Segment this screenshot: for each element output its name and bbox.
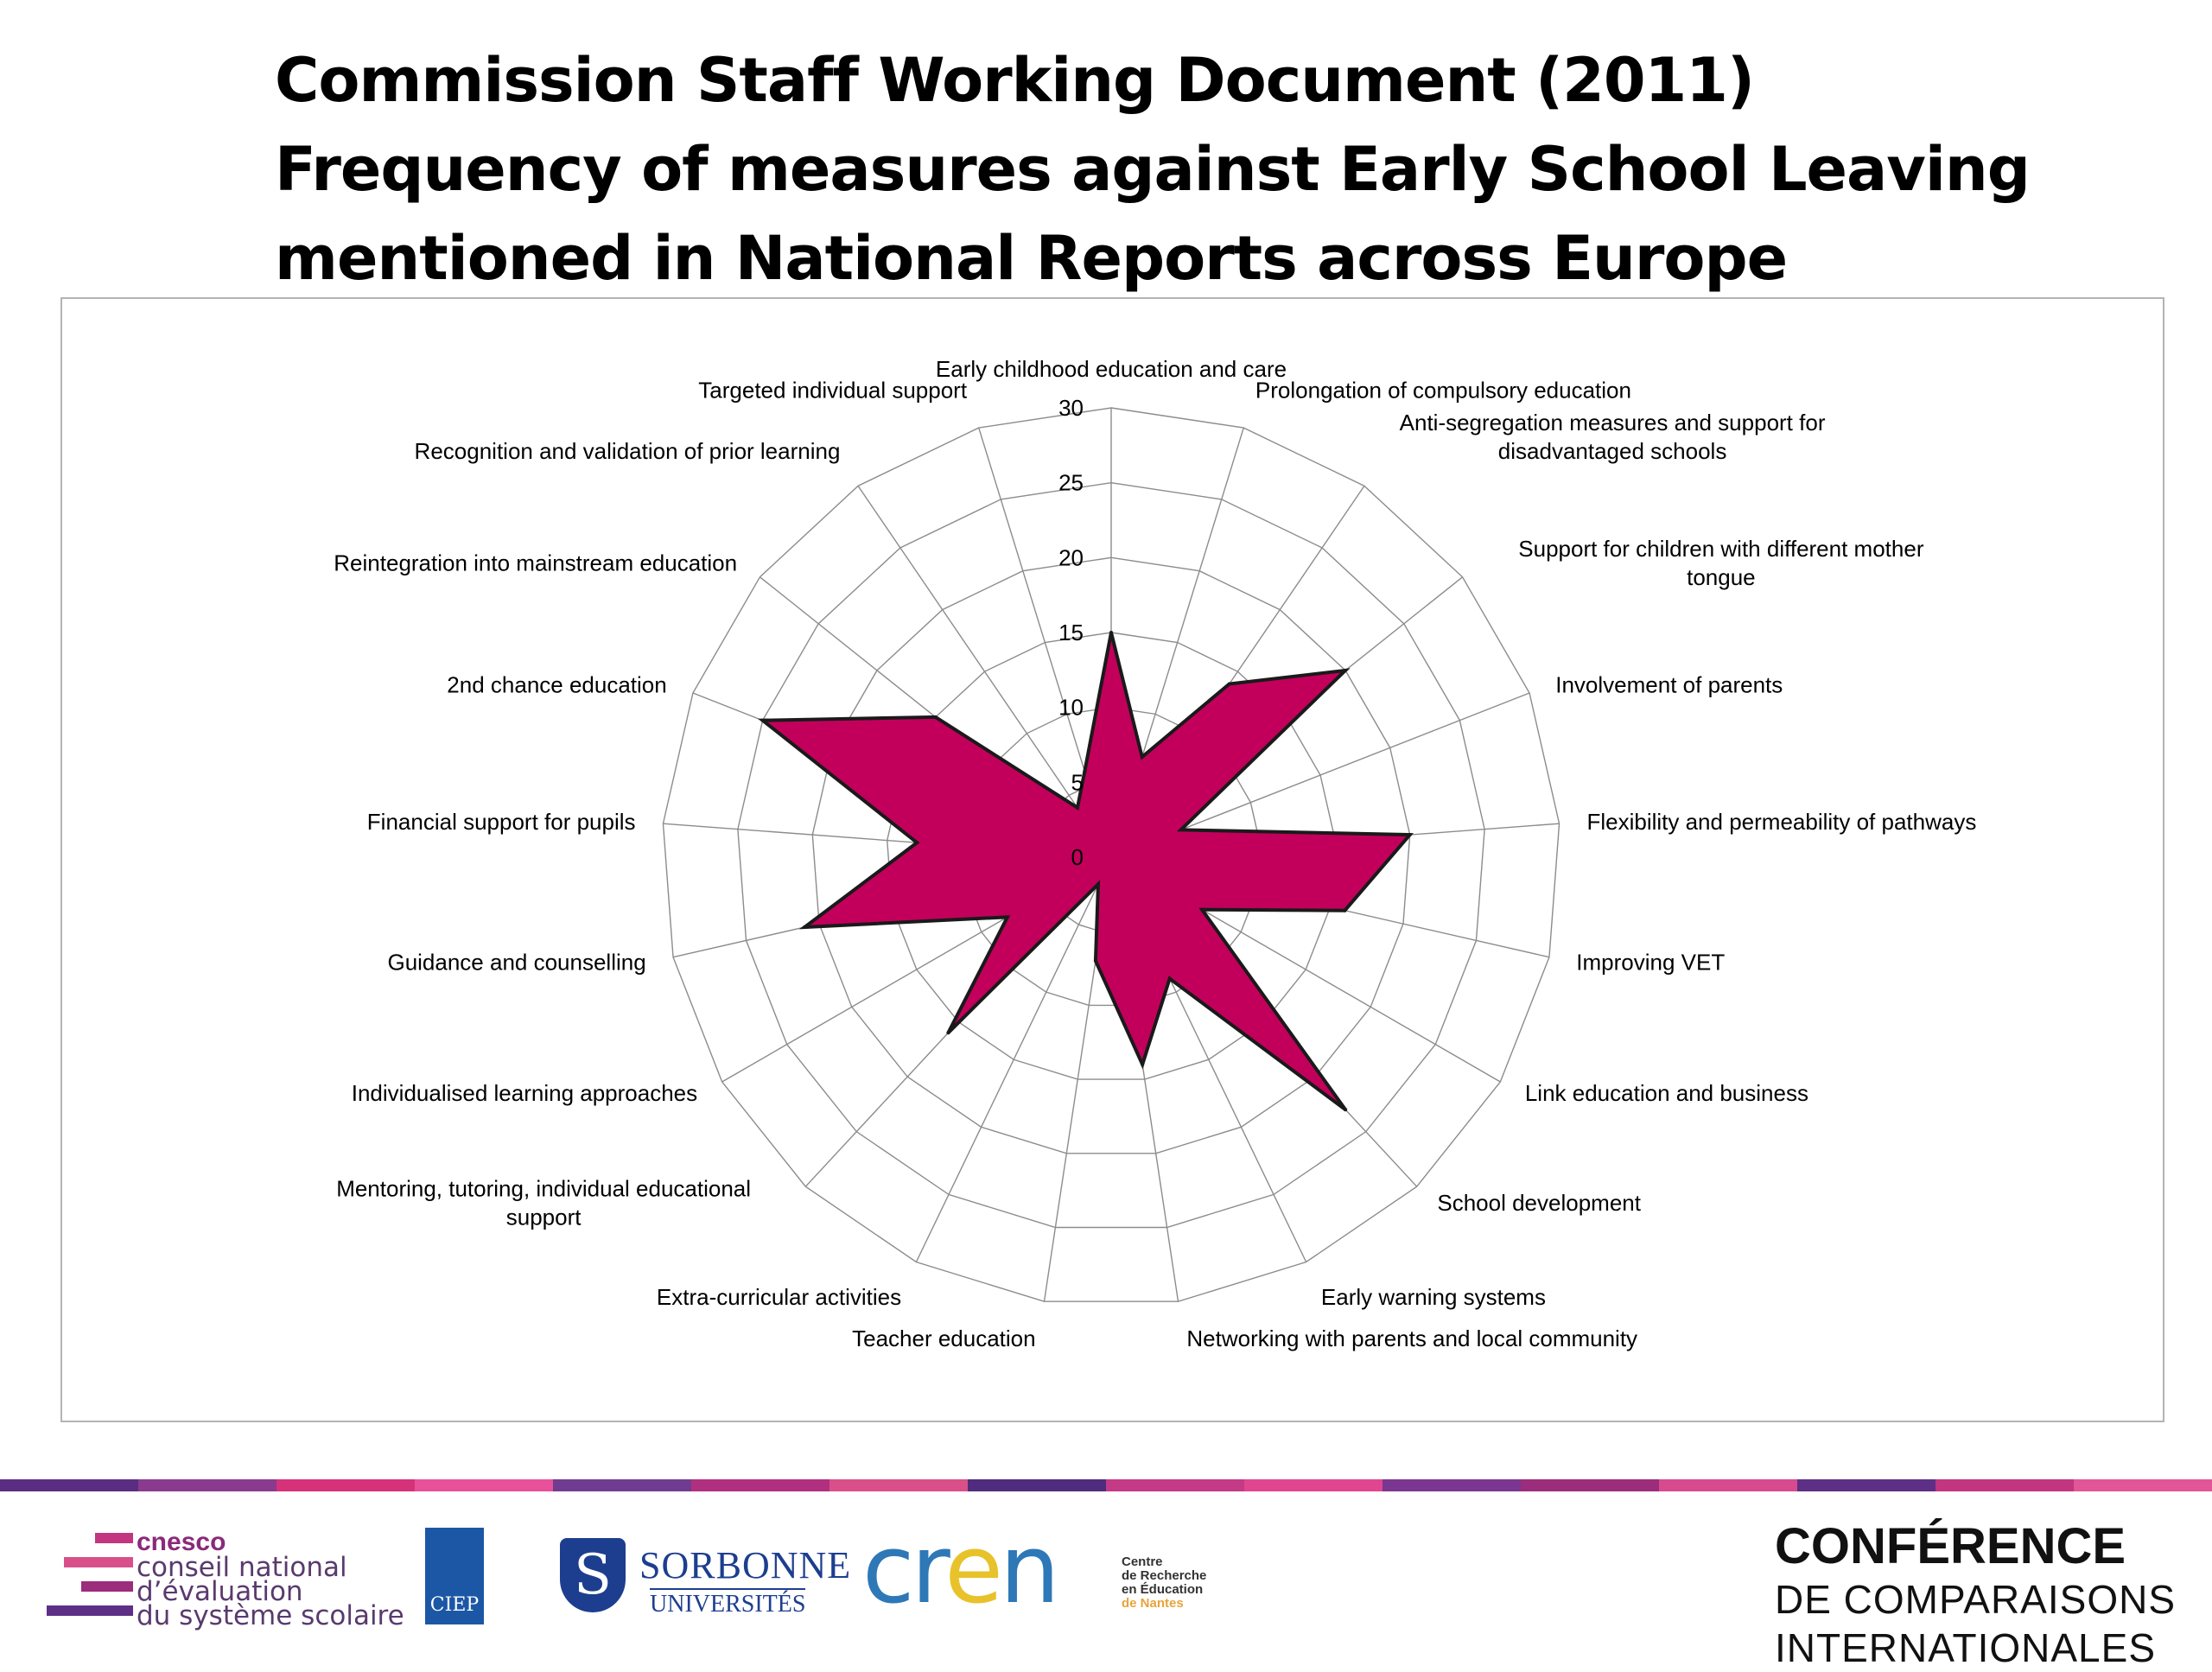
data-point xyxy=(934,715,938,719)
data-point xyxy=(1408,833,1412,836)
stripe-segment xyxy=(2074,1479,2212,1491)
tick-label: 0 xyxy=(1071,844,1084,870)
cnesco-line-1: conseil national xyxy=(137,1552,347,1583)
data-point xyxy=(1344,1108,1347,1111)
category-label: Prolongation of compulsory education xyxy=(1255,377,1631,404)
tick-label: 15 xyxy=(1058,620,1084,645)
ciep-label: CIEP xyxy=(429,1594,480,1616)
category-label: Flexibility and permeability of pathways xyxy=(1586,809,1977,836)
cnesco-bar-3 xyxy=(81,1581,133,1592)
tick-label: 5 xyxy=(1071,769,1084,796)
data-point xyxy=(1179,828,1183,831)
cren-subtitle: Centre de Recherche en Éducation de Nantes xyxy=(1122,1554,1207,1611)
tick-label: 25 xyxy=(1058,469,1084,496)
category-label: Targeted individual support xyxy=(698,377,968,404)
cren-logo xyxy=(862,1514,1225,1628)
stripe-segment xyxy=(0,1479,138,1491)
category-label: Financial support for pupils xyxy=(366,809,636,836)
tick-label: 10 xyxy=(1058,694,1084,721)
tick-label: 20 xyxy=(1058,544,1084,571)
category-label: Guidance and counselling xyxy=(387,949,646,976)
category-label: Teacher education xyxy=(852,1325,1036,1351)
data-point xyxy=(1096,882,1100,886)
conference-line-3: INTERNATIONALES xyxy=(1775,1625,2156,1670)
category-label: Link education and business xyxy=(1524,1080,1808,1106)
slide-title xyxy=(275,36,2030,303)
data-point xyxy=(1344,669,1347,672)
category-label: 2nd chance education xyxy=(447,671,667,698)
stripe-segment xyxy=(553,1479,691,1491)
data-point xyxy=(946,1031,950,1034)
data-point xyxy=(1094,959,1097,963)
data-point xyxy=(1228,682,1231,685)
data-point xyxy=(1141,1063,1144,1066)
data-point xyxy=(761,719,765,722)
category-label: Recognition and validation of prior learning xyxy=(414,437,841,464)
sorbonne-name: SORBONNE xyxy=(639,1544,852,1586)
category-label: Mentoring, tutoring, individual educational support xyxy=(336,1175,752,1230)
category-label: Networking with parents and local community xyxy=(1186,1325,1638,1351)
category-label: Involvement of parents xyxy=(1555,671,1783,698)
stripe-segment xyxy=(691,1479,830,1491)
data-point xyxy=(1109,631,1113,634)
series-area xyxy=(763,633,1410,1109)
radar-chart xyxy=(62,299,2163,1421)
cren-wordmark: cren xyxy=(862,1514,1057,1624)
tick-label: 30 xyxy=(1058,395,1084,421)
category-label: Individualised learning approaches xyxy=(351,1080,698,1106)
data-point xyxy=(1006,915,1009,919)
footer-color-stripe xyxy=(0,1479,2212,1491)
cnesco-bar-1 xyxy=(95,1533,133,1543)
cnesco-brand: cnesco xyxy=(137,1528,226,1556)
ciep-logo xyxy=(425,1528,484,1624)
category-label: School development xyxy=(1437,1190,1641,1217)
cnesco-line-3: du système scolaire xyxy=(137,1600,404,1631)
conference-title: CONFÉRENCE xyxy=(1775,1518,2126,1574)
data-point xyxy=(1343,909,1346,912)
conference-line-2: DE COMPARAISONS xyxy=(1775,1577,2176,1622)
cnesco-bar-2 xyxy=(64,1557,133,1567)
chart-frame xyxy=(60,297,2164,1422)
stripe-segment xyxy=(1244,1479,1382,1491)
data-point xyxy=(915,841,918,844)
data-point xyxy=(1141,755,1144,759)
stripe-segment xyxy=(830,1479,968,1491)
category-label: Anti-segregation measures and support for disadvantaged schools xyxy=(1399,409,1826,464)
sorbonne-logo xyxy=(560,1538,852,1624)
footer xyxy=(0,1504,2212,1670)
category-label: Extra-curricular activities xyxy=(656,1283,902,1310)
stripe-segment xyxy=(1936,1479,2074,1491)
stripe-segment xyxy=(276,1479,415,1491)
cnesco-bar-4 xyxy=(47,1605,133,1616)
stripe-segment xyxy=(1382,1479,1521,1491)
sorbonne-shield-icon: S xyxy=(560,1538,626,1612)
stripe-segment xyxy=(138,1479,276,1491)
stripe-segment xyxy=(1106,1479,1244,1491)
sorbonne-sub: UNIVERSITÉS xyxy=(650,1588,805,1618)
stripe-segment xyxy=(1659,1479,1797,1491)
category-label: Early warning systems xyxy=(1320,1283,1546,1310)
category-label: Early childhood education and care xyxy=(935,356,1287,382)
cnesco-logo xyxy=(47,1528,404,1631)
title-line-2: Frequency of measures against Early School Leaving xyxy=(275,134,2030,205)
cnesco-line-2: d’évaluation xyxy=(137,1576,303,1607)
category-label: Reintegration into mainstream education xyxy=(334,550,738,576)
title-line-1: Commission Staff Working Document (2011) xyxy=(275,45,1754,116)
stripe-segment xyxy=(1521,1479,1659,1491)
conference-logo xyxy=(1775,1517,2176,1672)
stripe-segment xyxy=(1797,1479,1936,1491)
stripe-segment xyxy=(968,1479,1106,1491)
data-point xyxy=(803,925,806,929)
stripe-segment xyxy=(415,1479,553,1491)
data-point xyxy=(1076,806,1079,810)
data-point xyxy=(1200,908,1204,912)
data-point xyxy=(1168,977,1172,981)
title-line-3: mentioned in National Reports across Europe xyxy=(275,223,1788,294)
category-label: Support for children with different mother tongue xyxy=(1518,536,1924,591)
category-label: Improving VET xyxy=(1576,949,1726,976)
